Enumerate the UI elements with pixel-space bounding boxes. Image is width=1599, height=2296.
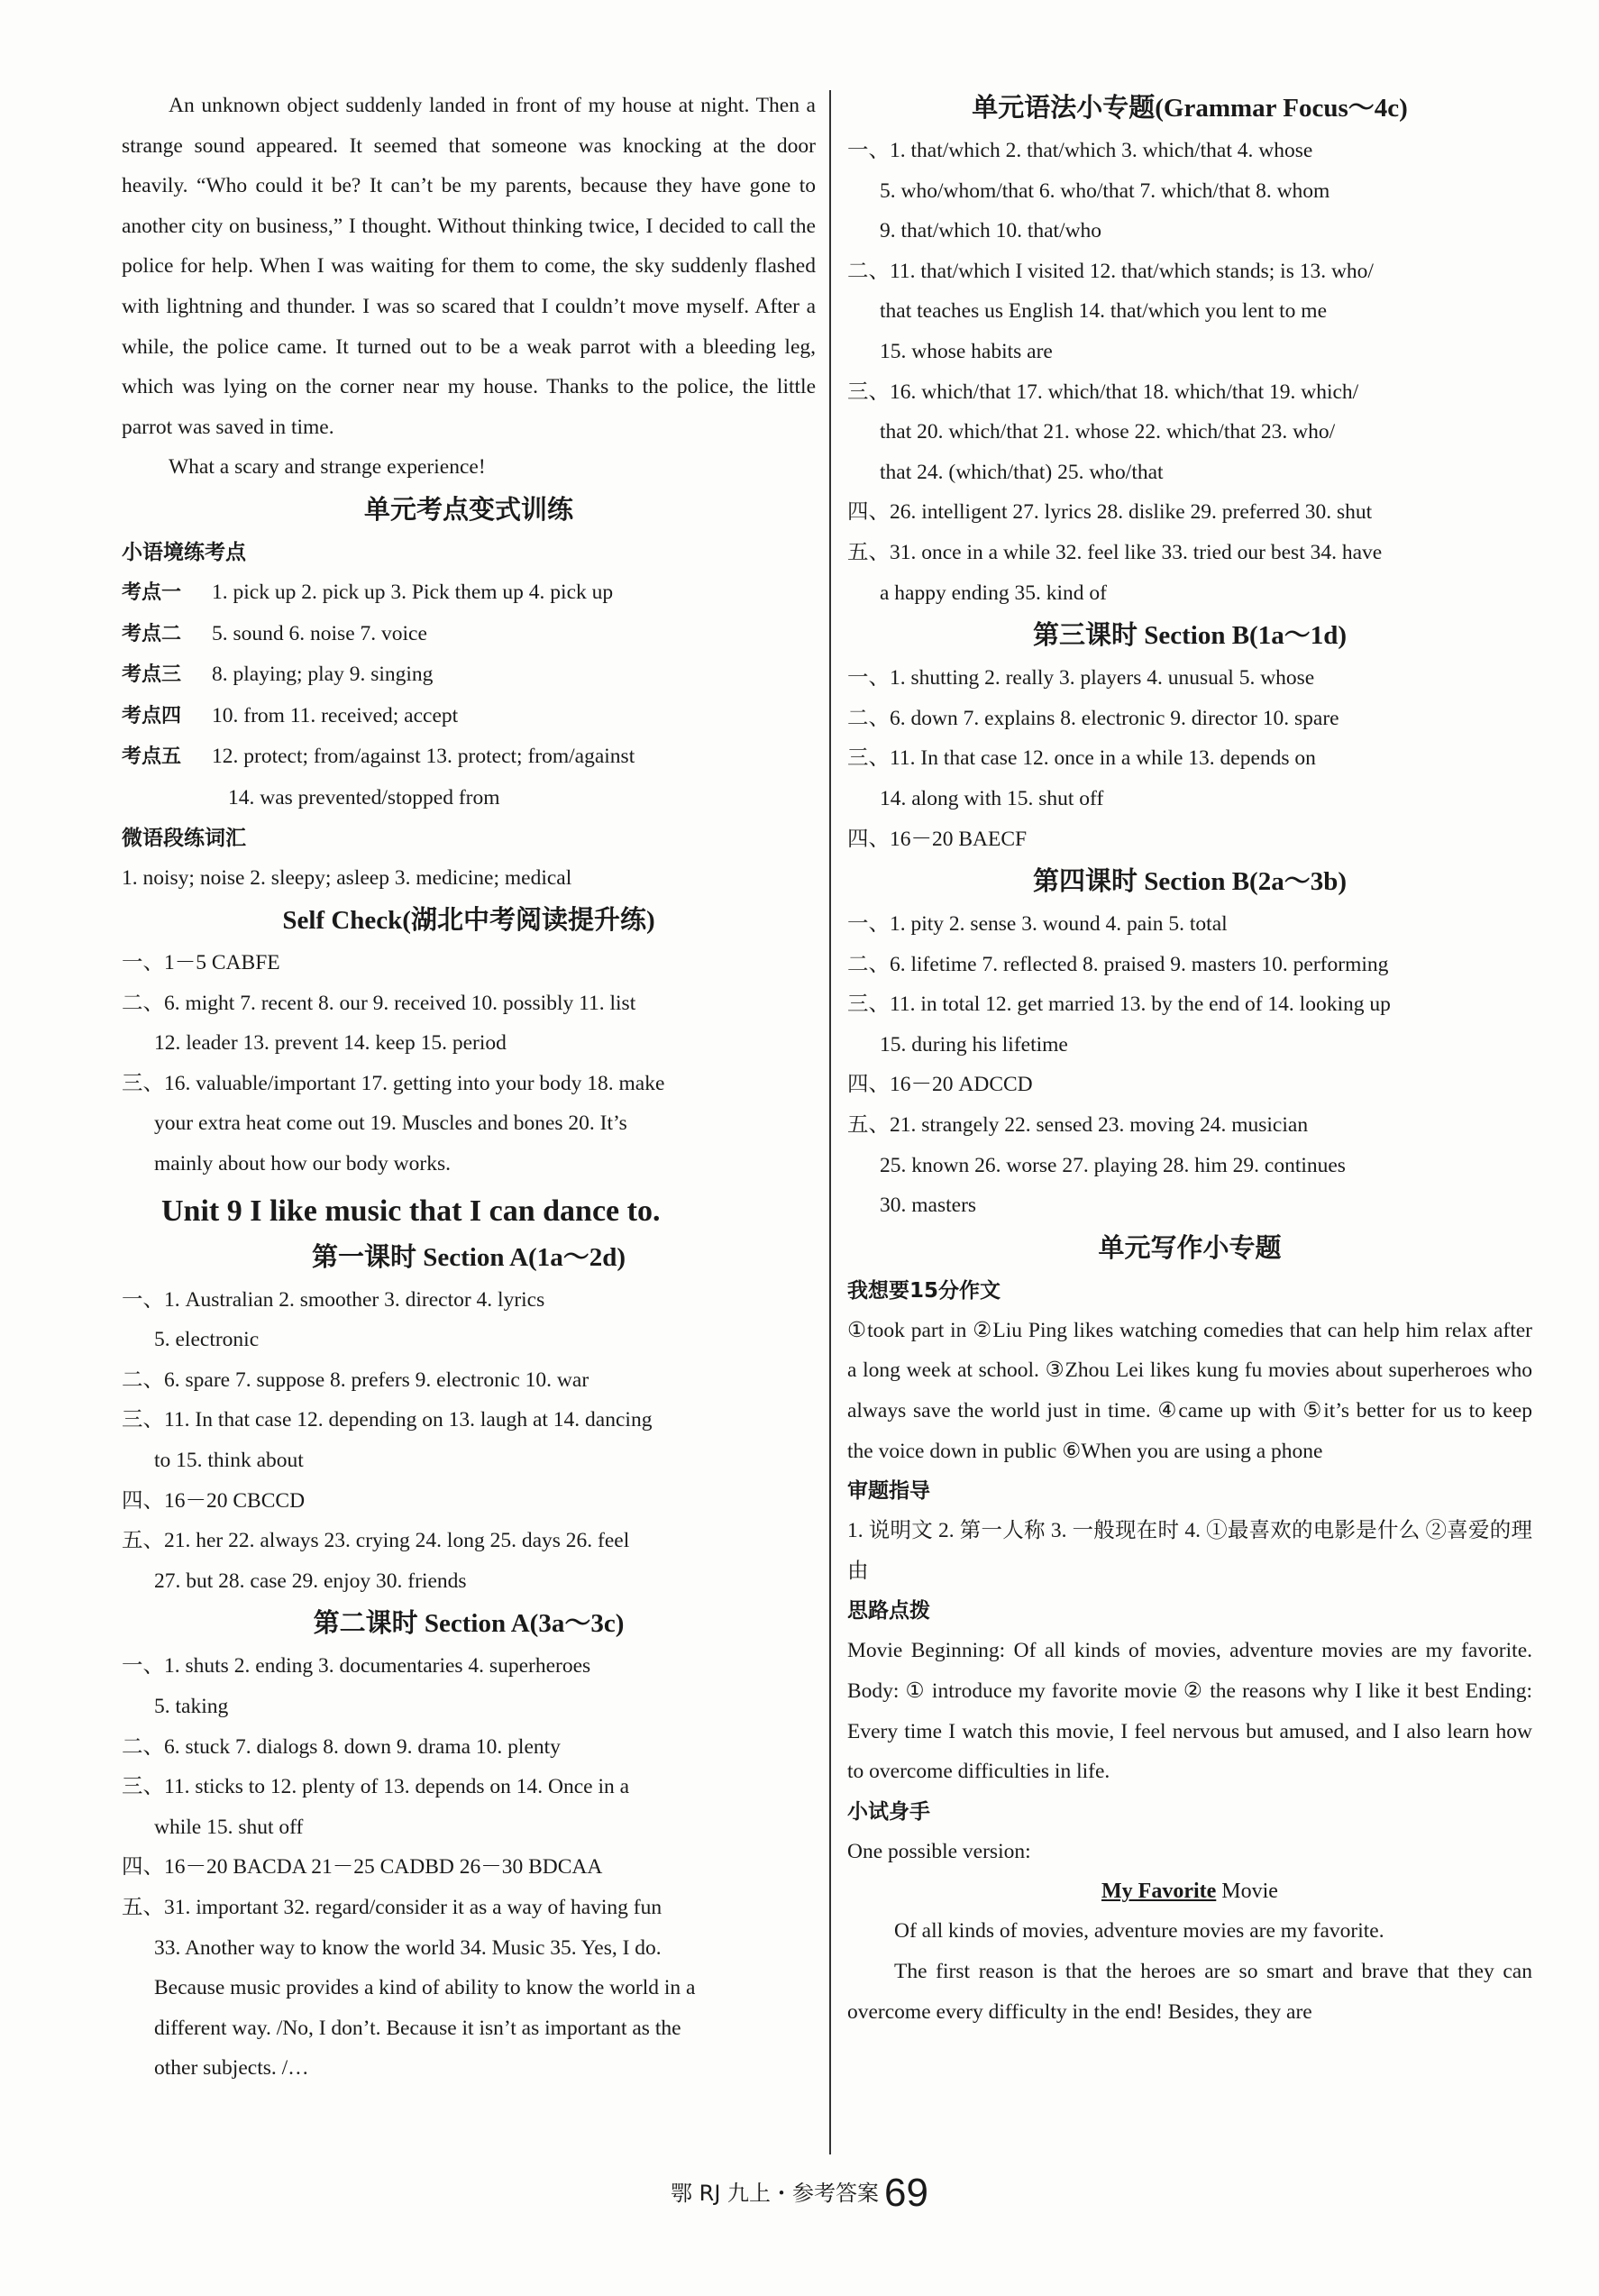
answer-line: mainly about how our body works. [154,1152,451,1176]
answer-line: 一、1. Australian 2. smoother 3. director 4. lyrics [122,1287,545,1312]
lesson-heading: 第四课时 Section B(2a～3b) [1032,867,1347,897]
score15-text: ①took part in ②Liu Ping likes watching comedies that can help him relax after a long week at school. ③Zhou Lei likes kung fu movies about superheroes who always save the world just in time. ④came up with ⑤it’s better for us to keep the voice down in public ⑥When you are using a phone [847,1318,1532,1463]
answer-line: 二、6. spare 7. suppose 8. prefers 9. electronic 10. war [122,1368,589,1392]
answer-line: 三、16. valuable/important 17. getting into your body 18. make [122,1071,665,1095]
answer-line: 二、6. down 7. explains 8. electronic 9. director 10. spare [847,706,1339,730]
lesson-heading: 第三课时 Section B(1a～1d) [1032,621,1347,651]
answer-line: 5. electronic [154,1328,260,1352]
column-divider [829,90,831,2154]
answer-line: 30. masters [880,1194,977,1218]
answer-line: other subjects. /… [154,2056,309,2081]
kaodian-row: 考点五 12. protect; from/against 13. protect; from/against [122,745,635,769]
selfcheck-heading: Self Check(湖北中考阅读提升练) [282,906,655,936]
answer-line: 五、31. important 32. regard/consider it as a way of having fun [122,1895,662,1919]
answer-line: 15. during his lifetime [880,1032,1068,1057]
page-number: 69 [884,2171,928,2215]
kaodian-row: 考点一 1. pick up 2. pick up 3. Pick them up 4. pick up [122,580,614,604]
answer-line: 五、21. strangely 22. sensed 23. moving 24. musician [847,1113,1309,1138]
answer-line: 一、1. shuts 2. ending 3. documentaries 4. superheroes [122,1654,591,1679]
answer-line: 一、1－5 CABFE [122,951,280,975]
unit-review-heading: 单元考点变式训练 [363,495,573,525]
answer-line: Because music provides a kind of ability to know the world in a [154,1976,696,2000]
weiyu-line: 1. noisy; noise 2. sleepy; asleep 3. medicine; medical [122,865,572,890]
answer-line: 一、1. shutting 2. really 3. players 4. unusual 5. whose [847,666,1315,691]
answer-line: 33. Another way to know the world 34. Music 35. Yes, I do. [154,1935,662,1960]
essay-paragraph: Of all kinds of movies, adventure movies are my favorite. [894,1919,1384,1944]
lesson-heading: 第二课时 Section A(3a～3c) [313,1609,625,1639]
silu-text: Movie Beginning: Of all kinds of movies, adventure movies are my favorite. Body: ① introduce my favorite movie ② the reasons why I like it best Ending: Every time I watch this movie, I feel nervous but amused, and I also learn how to overcome difficulties in life. [847,1639,1532,1784]
answer-line: to 15. think about [154,1449,304,1473]
shenti-text: 1. 说明文 2. 第一人称 3. 一般现在时 4. ①最喜欢的电影是什么 ②喜爱的理由 [847,1519,1532,1583]
answer-line: 四、16－20 BAECF [847,827,1028,851]
answer-line: 三、11. sticks to 12. plenty of 13. depends on 14. Once in a [122,1775,630,1799]
answer-line: 一、1. that/which 2. that/which 3. which/that 4. whose [847,139,1313,162]
answer-line: that 20. which/that 21. whose 22. which/that 23. who/ [880,420,1336,444]
answer-line: 二、6. lifetime 7. reflected 8. praised 9. masters 10. performing [847,952,1389,976]
shenti-subheading: 审题指导 [847,1479,930,1504]
answer-line: 三、11. In that case 12. once in a while 13. depends on [847,746,1316,771]
kaodian-row: 考点二 5. sound 6. noise 7. voice [122,621,427,645]
answer-line: 四、16－20 ADCCD [847,1073,1033,1097]
kaodian-cont: 14. was prevented/stopped from [228,785,500,810]
answer-line: 二、6. might 7. recent 8. our 9. received 10. possibly 11. list [122,991,636,1015]
answer-line: 四、16－20 BACDA 21－25 CADBD 26－30 BDCAA [122,1855,603,1880]
silu-subheading: 思路点拨 [847,1599,930,1624]
version-label: One possible version: [847,1839,1031,1863]
footer-label: 鄂 RJ 九上・参考答案 [671,2181,880,2206]
answer-line: 三、16. which/that 17. which/that 18. which/that 19. which/ [847,380,1359,404]
answer-line: 12. leader 13. prevent 14. keep 15. period [154,1031,507,1056]
answer-line: 二、11. that/which I visited 12. that/which stands; is 13. who/ [847,259,1374,283]
kaodian-row: 考点三 8. playing; play 9. singing [122,663,434,687]
answer-line: that teaches us English 14. that/which you lent to me [880,299,1328,324]
answer-line: different way. /No, I don’t. Because it isn’t as important as the [154,2016,681,2040]
answer-line: 14. along with 15. shut off [880,786,1104,810]
answer-line: 三、11. in total 12. get married 13. by the end of 14. looking up [847,992,1391,1017]
lesson-heading: 第一课时 Section A(1a～2d) [311,1242,626,1272]
answer-line: 五、21. her 22. always 23. crying 24. long 25. days 26. feel [122,1529,630,1553]
answer-line: 三、11. In that case 12. depending on 13. laugh at 14. dancing [122,1408,653,1432]
essay-paragraph: The first reason is that the heroes are so smart and brave that they can overcome every difficulty in the end! Besides, they are [847,1959,1532,2024]
answer-line: 5. taking [154,1695,229,1718]
xiaoyu-subheading: 小语境练考点 [122,540,246,564]
answer-line: a happy ending 35. kind of [880,581,1107,605]
right-column [847,86,1532,2032]
answer-line: 15. whose habits are [880,339,1053,363]
grammar-heading: 单元语法小专题(Grammar Focus～4c) [972,94,1408,123]
passage-paragraph: An unknown object suddenly landed in front of my house at night. Then a strange sound appeared. It seemed that someone was knocking at the door heavily. “Who could it be? It can’t be my parents, because they have gone to another city on business,” I thought. Without thinking twice, I decided to call the police for help. When I was waiting for them to come, the sky suddenly flashed with lightning and thunder. I was so scared that I couldn’t move myself. After a while, the police came. It turned out to be a weak parrot with a bleeding leg, which was lying on the corner near my house. Thanks to the police, the little parrot was saved in time. [122,94,816,439]
answer-line: your extra heat come out 19. Muscles and bones 20. It’s [154,1111,627,1136]
page-footer [0,2171,1599,2216]
answer-line: 四、26. intelligent 27. lyrics 28. dislike 29. preferred 30. shut [847,500,1373,525]
answer-line: that 24. (which/that) 25. who/that [880,460,1164,484]
answer-line: 四、16－20 CBCCD [122,1488,306,1513]
answer-line: 27. but 28. case 29. enjoy 30. friends [154,1569,467,1593]
answer-line: 9. that/which 10. that/who [880,219,1102,243]
weiyu-subheading: 微语段练词汇 [122,826,246,850]
score15-subheading: 我想要15分作文 [847,1278,1001,1303]
xiaoshi-subheading: 小试身手 [847,1799,930,1824]
answer-line: 25. known 26. worse 27. playing 28. him 29. continues [880,1153,1346,1177]
answer-line: while 15. shut off [154,1815,304,1839]
unit-title: Unit 9 I like music that I can dance to. [161,1194,661,1228]
answer-line: 5. who/whom/that 6. who/that 7. which/that 8. whom [880,178,1330,203]
answer-line: 二、6. stuck 7. dialogs 8. down 9. drama 10. plenty [122,1734,561,1759]
passage-paragraph: What a scary and strange experience! [169,455,486,480]
answer-line: 一、1. pity 2. sense 3. wound 4. pain 5. total [847,912,1228,937]
essay-title: My Favorite Movie [1101,1880,1278,1904]
kaodian-row: 考点四 10. from 11. received; accept [122,703,459,727]
answer-line: 五、31. once in a while 32. feel like 33. tried our best 34. have [847,540,1383,564]
writing-heading: 单元写作小专题 [1098,1233,1282,1263]
left-column [122,86,816,2089]
